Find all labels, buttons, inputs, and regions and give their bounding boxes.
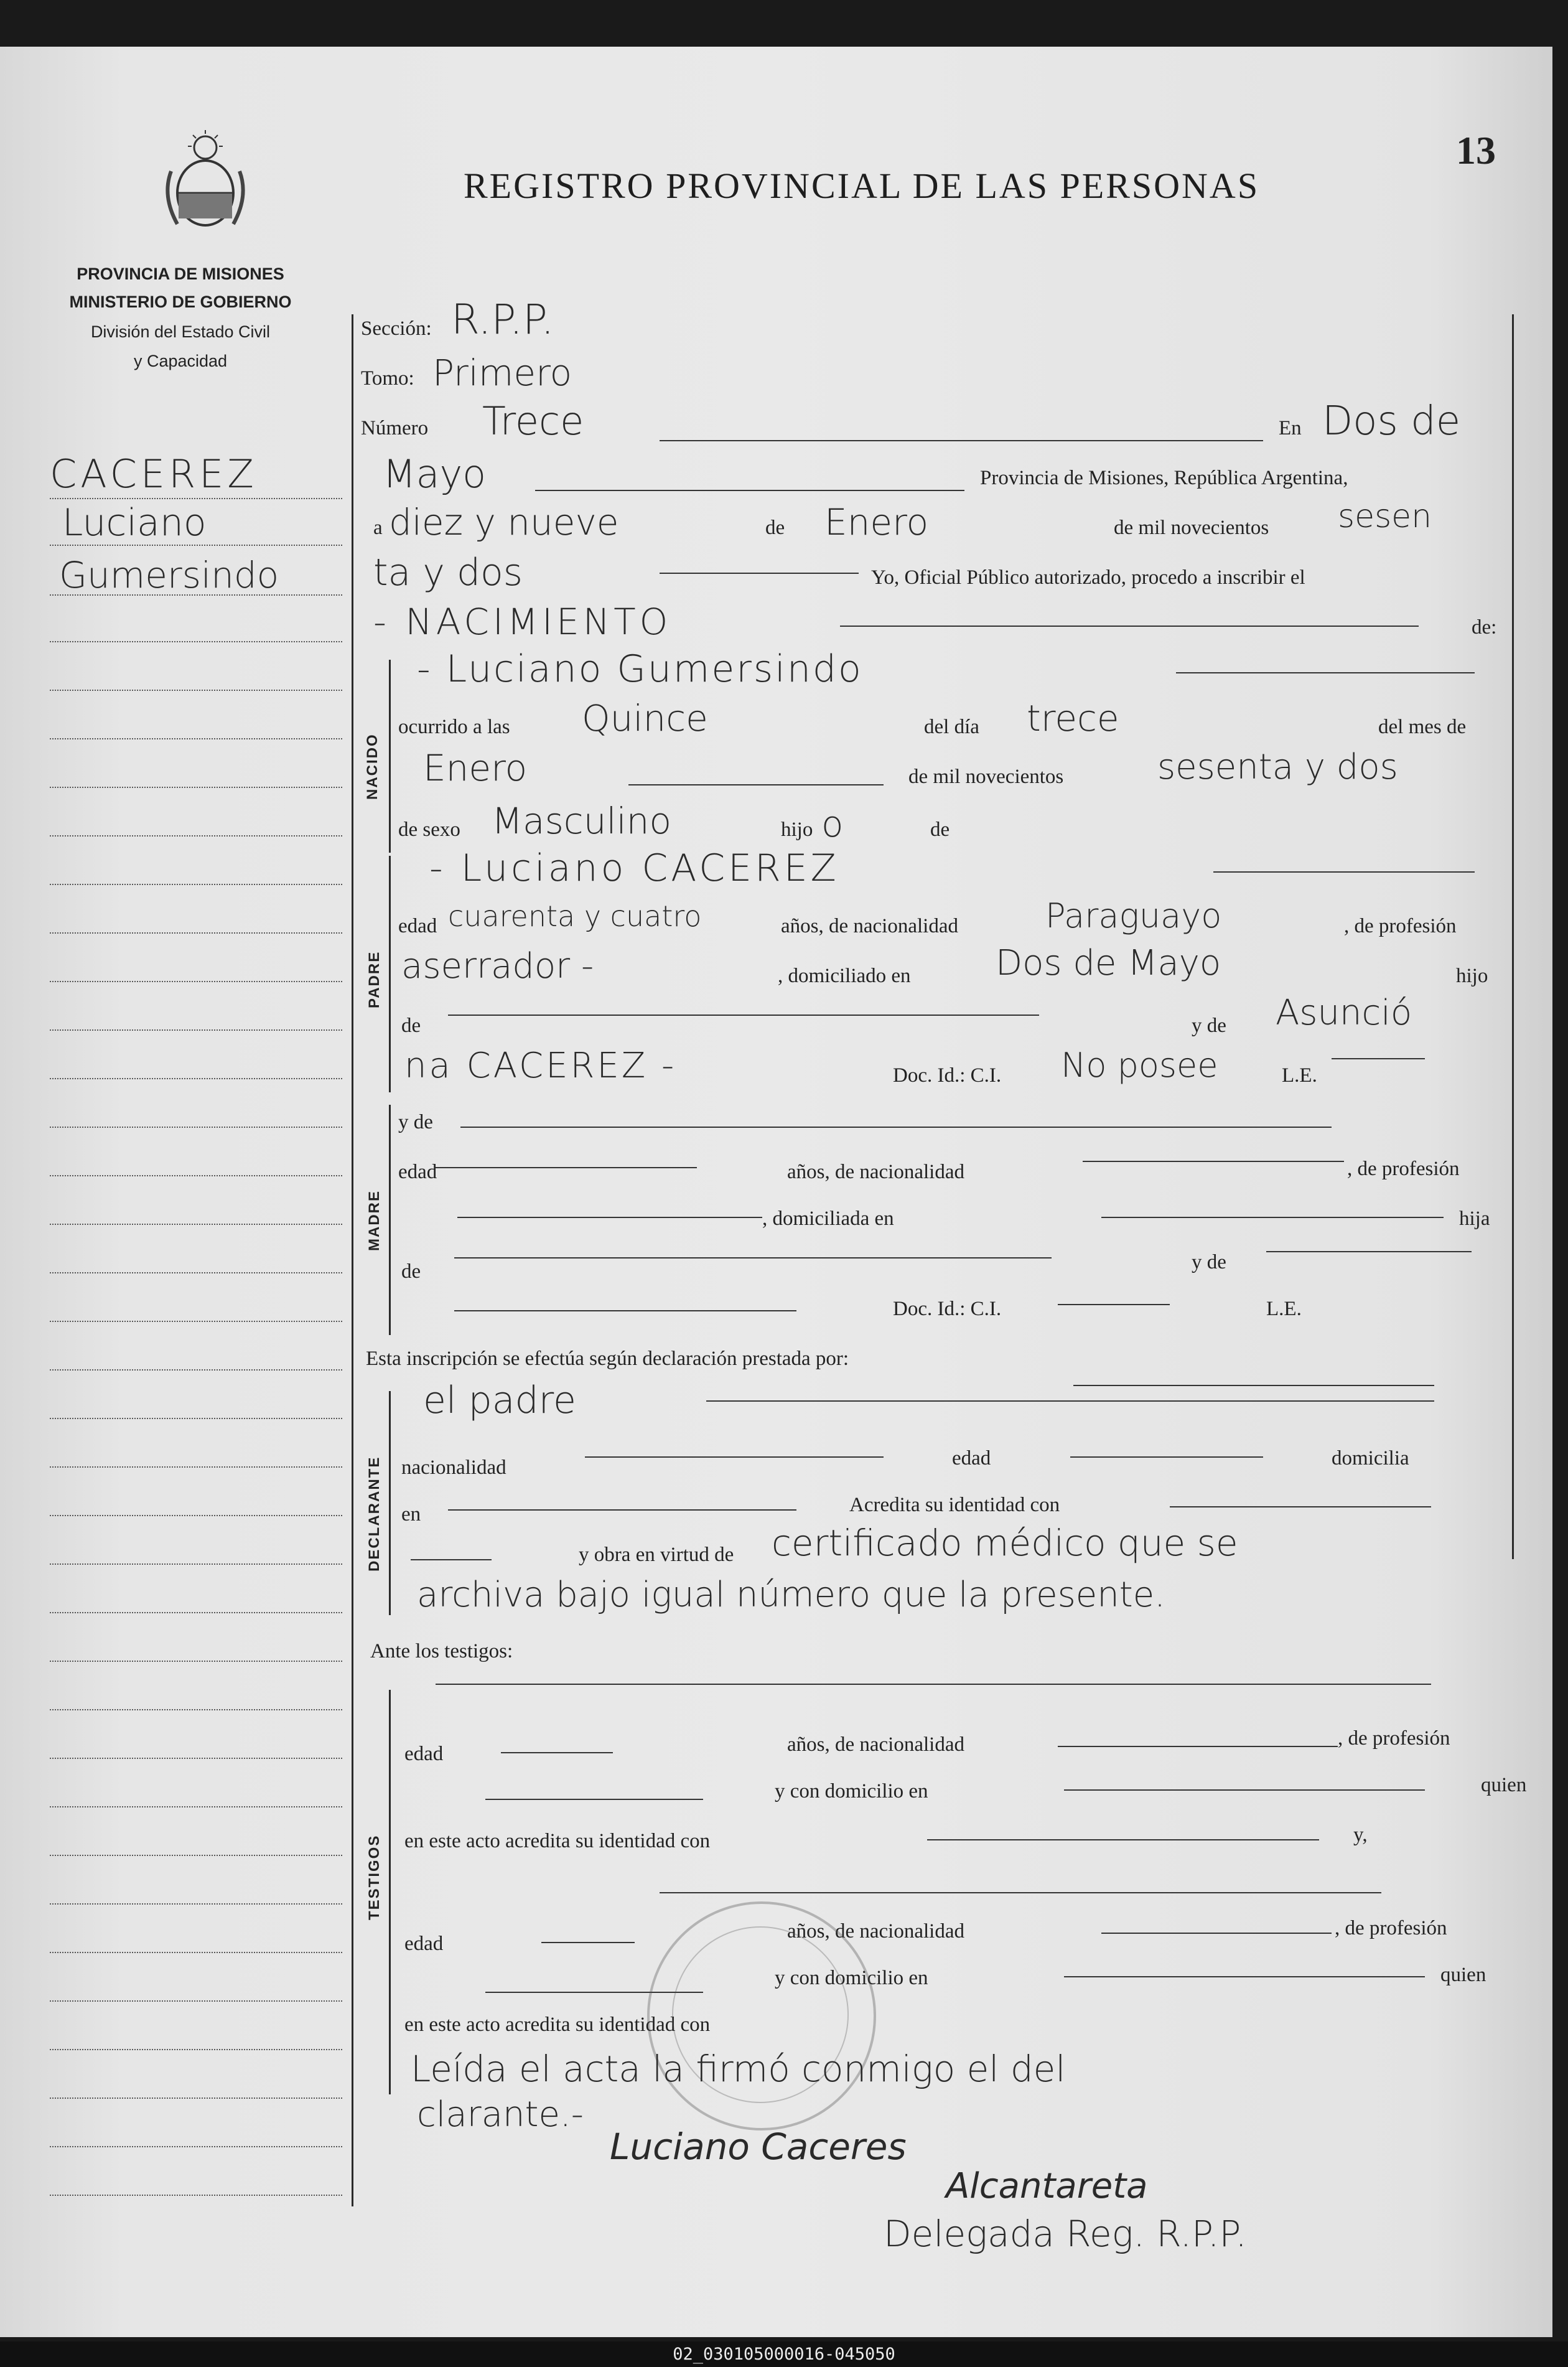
margin-name1: Luciano	[62, 501, 207, 545]
document-page	[0, 47, 1552, 2337]
margin-rule	[50, 1175, 342, 1176]
nacido-nombre: - Luciano Gumersindo	[417, 647, 863, 691]
declarante-intro: Esta inscripción se efectúa según declaración prestada por:	[366, 1348, 849, 1370]
lugar-value-2: Mayo	[383, 451, 487, 497]
margin-rule	[50, 1661, 342, 1662]
padre-de-label: de	[401, 1015, 421, 1037]
oficial-label: Yo, Oficial Público autorizado, procedo a inscribir el	[871, 566, 1305, 589]
seccion-label: Sección:	[361, 317, 432, 340]
margin-rule	[50, 1272, 342, 1273]
padre-madre-2: na CACEREZ -	[404, 1046, 677, 1086]
del-mes-label: del mes de	[1378, 716, 1467, 738]
margin-rule	[50, 1758, 342, 1759]
margin-rule	[50, 1709, 342, 1710]
margin-rule	[50, 1563, 342, 1565]
margin-rule	[50, 787, 342, 788]
anio-nacimiento: sesenta y dos	[1157, 747, 1398, 787]
padre-domiciliado-label: , domiciliado en	[778, 965, 911, 987]
madre-doc-label: Doc. Id.: C.I.	[893, 1298, 1002, 1320]
margin-rule	[50, 1952, 342, 1953]
testigo1-domicilio-label: y con domicilio en	[775, 1780, 928, 1802]
testigo1-profesion-label: , de profesión	[1338, 1727, 1450, 1750]
margin-rule	[50, 2146, 342, 2147]
hijo-suffix: o	[821, 803, 844, 845]
madre-y-de-label: y de	[398, 1111, 433, 1133]
testigo1-quien-label: quien	[1481, 1774, 1527, 1796]
margin-rule	[50, 1855, 342, 1856]
hijo-label: hijo	[781, 818, 813, 841]
mil-nacimiento-label: de mil novecientos	[908, 766, 1064, 788]
tipo-acta-value: - NACIMIENTO	[373, 601, 672, 643]
margin-rule	[50, 1369, 342, 1371]
padre-nacionalidad: Paraguayo	[1045, 896, 1222, 935]
firma-declarante: Luciano Caceres	[610, 2126, 907, 2168]
margin-rule	[50, 835, 342, 837]
padre-doc: No posee	[1061, 1046, 1218, 1085]
hijo-de-label: de	[930, 818, 950, 841]
header-province: PROVINCIA DE MISIONES	[77, 265, 284, 283]
declarante-en-label: en	[401, 1503, 421, 1526]
anio-value-1: sesen	[1338, 498, 1432, 535]
page-title: REGISTRO PROVINCIAL DE LAS PERSONAS	[464, 166, 1260, 206]
testigo2-domicilio-label: y con domicilio en	[775, 1967, 928, 1989]
margin-rule	[50, 2195, 342, 2196]
declarante-obra-2: archiva bajo igual número que la presente.	[417, 1575, 1165, 1615]
padre-y-de-label: y de	[1192, 1015, 1226, 1037]
margin-rule	[50, 690, 342, 691]
dia-value: diez y nueve	[389, 501, 619, 543]
dia-nacimiento: trece	[1027, 697, 1119, 739]
header-ministry: MINISTERIO DE GOBIERNO	[69, 293, 292, 311]
testigo1-y-label: y,	[1353, 1824, 1368, 1846]
margin-rule	[50, 1029, 342, 1031]
margin-rule	[50, 738, 342, 739]
document-id-footer: 02_030105000016-045050	[0, 2341, 1568, 2367]
padre-doc-label: Doc. Id.: C.I.	[893, 1064, 1002, 1087]
margin-rule	[50, 1466, 342, 1468]
margin-rule	[50, 2049, 342, 2050]
testigo1-anios-label: años, de nacionalidad	[787, 1733, 964, 1756]
header-division: División del Estado Civil	[90, 322, 271, 341]
sexo-value: Masculino	[492, 800, 671, 842]
hora-value: Quince	[582, 697, 708, 739]
testigo2-profesion-label: , de profesión	[1335, 1917, 1447, 1939]
margin-rule	[50, 1612, 342, 1613]
declarante-acredita-label: Acredita su identidad con	[849, 1494, 1060, 1516]
del-dia-label: del día	[924, 716, 979, 738]
margin-rule	[50, 1515, 342, 1516]
margin-rule	[50, 641, 342, 642]
madre-edad-label: edad	[398, 1161, 437, 1183]
testigos-section-label: TESTIGOS	[366, 1834, 383, 1920]
coat-of-arms-icon	[159, 128, 252, 237]
padre-section-label: PADRE	[366, 950, 383, 1008]
sexo-label: de sexo	[398, 818, 460, 841]
cierre-linea-2: clarante.-	[417, 2094, 584, 2135]
margin-rule	[50, 1418, 342, 1419]
padre-profesion-label: , de profesión	[1344, 915, 1457, 937]
en-label: En	[1279, 417, 1302, 439]
anio-value-2: ta y dos	[373, 551, 523, 594]
madre-hija-label: hija	[1459, 1207, 1490, 1230]
madre-anios-label: años, de nacionalidad	[787, 1161, 964, 1183]
mes-nacimiento: Enero	[423, 747, 528, 789]
margin-rule	[50, 981, 342, 982]
madre-domiciliada-label: , domiciliada en	[762, 1207, 894, 1230]
declarante-obra-1: certificado médico que se	[772, 1522, 1238, 1564]
de-label: de	[765, 517, 785, 539]
madre-de-label: de	[401, 1260, 421, 1283]
testigo1-acredita-label: en este acto acredita su identidad con	[404, 1830, 711, 1852]
lugar-value: Dos de	[1322, 398, 1461, 444]
madre-section-label: MADRE	[366, 1190, 383, 1251]
padre-edad: cuarenta y cuatro	[448, 899, 702, 933]
tomo-label: Tomo:	[361, 367, 414, 390]
margin-rule	[50, 884, 342, 885]
madre-y-de2-label: y de	[1192, 1251, 1226, 1273]
margin-rule	[50, 1806, 342, 1807]
a-label: a	[373, 517, 383, 539]
margin-rule	[50, 932, 342, 934]
padre-anios-label: años, de nacionalidad	[781, 915, 958, 937]
testigo2-quien-label: quien	[1440, 1964, 1486, 1986]
testigo1-edad-label: edad	[404, 1743, 444, 1765]
padre-domicilio: Dos de Mayo	[996, 943, 1221, 983]
cargo-oficial: Delegada Reg. R.P.P.	[884, 2213, 1247, 2255]
declarante-edad-label: edad	[952, 1447, 991, 1469]
padre-hijo-label: hijo	[1456, 965, 1488, 987]
margin-rule	[50, 2000, 342, 2002]
testigos-intro: Ante los testigos:	[370, 1640, 513, 1662]
testigo2-edad-label: edad	[404, 1933, 444, 1955]
nacido-section-label: NACIDO	[364, 733, 381, 800]
margin-name2: Gumersindo	[59, 554, 279, 596]
de-colon-label: de:	[1472, 616, 1497, 639]
cierre-linea-1: Leída el acta la firmó conmigo el del	[411, 2048, 1066, 2090]
numero-label: Número	[361, 417, 429, 439]
testigo2-acredita-label: en este acto acredita su identidad con	[404, 2013, 711, 2036]
margin-surname: CACEREZ	[50, 451, 258, 497]
declarante-obra-label: y obra en virtud de	[579, 1544, 734, 1566]
testigo2-anios-label: años, de nacionalidad	[787, 1920, 964, 1943]
declarante-section-label: DECLARANTE	[366, 1456, 383, 1572]
madre-le-label: L.E.	[1266, 1298, 1302, 1320]
padre-nombre: - Luciano CACEREZ	[429, 846, 839, 890]
firma-oficial: Alcantareta	[946, 2166, 1148, 2206]
provincia-label: Provincia de Misiones, República Argentina,	[980, 467, 1348, 489]
seccion-value: R.P.P.	[451, 296, 554, 344]
mes-value: Enero	[824, 501, 929, 543]
declarante-quien: el padre	[423, 1379, 576, 1422]
header-capacity: y Capacidad	[133, 352, 228, 370]
padre-profesion: aserrador -	[401, 946, 594, 987]
ocurrido-label: ocurrido a las	[398, 716, 510, 738]
madre-profesion-label: , de profesión	[1347, 1158, 1460, 1180]
declarante-nacionalidad-label: nacionalidad	[401, 1456, 506, 1479]
page-number: 13	[1456, 128, 1496, 172]
declarante-domicilia-label: domicilia	[1332, 1447, 1409, 1469]
margin-rule	[50, 1224, 342, 1225]
margin-rule	[50, 1321, 342, 1322]
padre-le-label: L.E.	[1282, 1064, 1317, 1087]
numero-value: Trece	[482, 398, 584, 444]
tomo-value: Primero	[432, 352, 572, 394]
margin-rule	[50, 2097, 342, 2099]
margin-rule	[50, 1903, 342, 1905]
margin-rule	[50, 1127, 342, 1128]
margin-rule	[50, 1078, 342, 1079]
mil-label: de mil novecientos	[1114, 517, 1269, 539]
padre-edad-label: edad	[398, 915, 437, 937]
padre-madre-1: Asunció	[1276, 993, 1412, 1033]
